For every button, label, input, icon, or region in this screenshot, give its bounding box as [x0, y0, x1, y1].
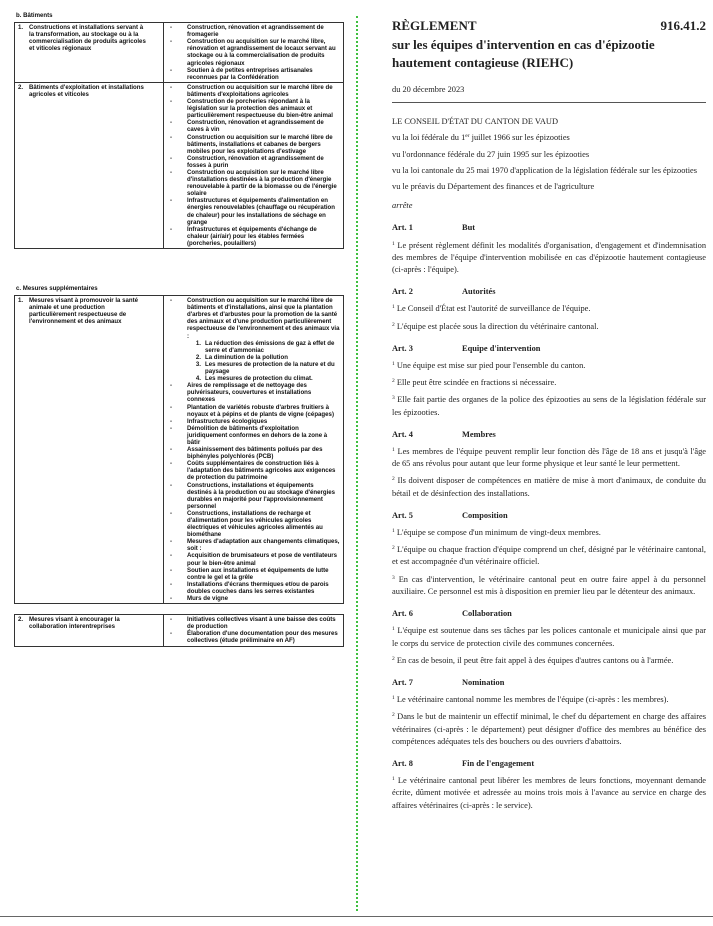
category-number: 1. [18, 24, 24, 32]
category-cell [15, 615, 164, 646]
category-text: Mesures visant à promouvoir la santé animale et une production particulièrement respectueuse de l'environnement et des animaux [29, 297, 139, 326]
category-number: 2. [18, 616, 24, 624]
category-text: Mesures visant à encourager la collaboration interentreprises [29, 616, 120, 631]
article-paragraph [392, 694, 706, 706]
bullet-item [167, 446, 340, 460]
bullet-item [167, 460, 340, 481]
bullet-text: Acquisition de brumisateurs et pose de ventilateurs pour le bien-être animal [187, 552, 338, 567]
bullet-text: Construction, rénovation et agrandissement de caves à vin [187, 119, 324, 134]
table-row [15, 615, 344, 646]
article-paragraph [392, 360, 706, 372]
sub-item [167, 354, 340, 361]
article-title: Collaboration [462, 609, 512, 619]
bullet-item [167, 630, 340, 644]
bullet-text: Infrastructures écologiques [187, 417, 268, 425]
bullet-item [167, 155, 340, 169]
reglement-header [392, 18, 706, 34]
article-title: But [462, 223, 476, 233]
category-number: 2. [18, 83, 24, 91]
paragraph-number: 2 [392, 712, 395, 719]
bullet-dash: - [170, 98, 173, 106]
bullet-text: Infrastructures et équipements d'échange de chaleur (air/air) pour les étables fermées (porcheries, poulaillers) [187, 225, 317, 247]
article-paragraph [392, 394, 706, 418]
section-b-heading: b. Bâtiments [16, 12, 53, 19]
table-row [15, 23, 344, 83]
bullet-text: Construction, rénovation et agrandissement de fromagerie [187, 24, 324, 39]
paragraph-text: Le vétérinaire cantonal nomme les membres de l'équipe (ci-après : les membres). [396, 695, 669, 705]
bullet-dash: - [170, 66, 173, 74]
bullet-text: Aires de remplissage et de nettoyage des pulvérisateurs, couvertures et installations connexes [187, 382, 312, 404]
table-row [15, 296, 344, 604]
article-heading [392, 286, 706, 298]
article-heading [392, 343, 706, 355]
bullet-dash: - [170, 197, 173, 205]
category-text: Bâtiments d'exploitation et installations agricoles et viticoles [29, 83, 144, 98]
page-footer-rule [0, 916, 713, 917]
vu-sup: er [465, 133, 470, 140]
bullet-dash: - [170, 424, 173, 432]
bullet-dash: - [170, 417, 173, 425]
reglement-date: du 20 décembre 2023 [392, 84, 706, 103]
article-number: Art. 3 [392, 343, 413, 353]
bullet-item [167, 169, 340, 197]
article-heading [392, 608, 706, 620]
article-title: Fin de l'engagement [462, 758, 535, 768]
bullet-text: Construction ou acquisition sur le marché libre d'installations destinées à la production d'énergie renouvelable à partir de la biomasse ou de l'énergie solaire [187, 168, 337, 198]
article-number: Art. 1 [392, 223, 413, 233]
bullet-dash: - [170, 616, 173, 624]
bullet-dash: - [170, 154, 173, 162]
bullet-item [167, 226, 340, 247]
bullet-item [167, 482, 340, 510]
reglement-column [392, 18, 706, 817]
article-paragraph [392, 240, 706, 277]
bullet-dash: - [170, 446, 173, 454]
sub-item-number: 1. [195, 339, 201, 347]
column-divider [356, 16, 358, 911]
items-cell [164, 82, 344, 248]
paragraph-number: 1 [392, 776, 395, 783]
section-c-heading: c. Mesures supplémentaires [16, 285, 98, 292]
paragraph-text: Elle peut être scindée en fractions si nécessaire. [396, 378, 557, 388]
sub-item-text: Les mesures de protection du climat. [205, 375, 313, 383]
paragraph-number: 1 [392, 240, 395, 247]
bullet-dash: - [170, 119, 173, 127]
bullet-dash: - [170, 297, 173, 305]
category-number: 1. [18, 297, 24, 305]
paragraph-text: L'équipe est soutenue dans ses tâches par les polices cantonale et municipale ainsi que par le corps du service de protection civile des communes concernées. [392, 626, 706, 648]
article-number: Art. 6 [392, 609, 413, 619]
sub-item-text: La réduction des émissions de gaz à effet de serre et d'ammoniac [205, 339, 335, 354]
items-cell [164, 615, 344, 646]
bullet-text: Soutien aux installations et équipements de lutte contre le gel et la grêle [187, 566, 329, 581]
sub-item [167, 361, 340, 375]
paragraph-text: Elle fait partie des organes de la police des épizooties au sens de la législation fédérale sur les épizooties. [392, 395, 707, 417]
article-paragraph [392, 711, 706, 748]
category-cell [15, 23, 164, 83]
article-title: Membres [462, 429, 496, 439]
paragraph-text: L'équipe ou chaque fraction d'équipe comprend un chef, désigné par le vétérinaire cantonal, et est accompagnée d'un vétérinaire officiel. [392, 545, 706, 567]
bullet-item [167, 119, 340, 133]
article-number: Art. 7 [392, 677, 413, 687]
article-paragraph [392, 377, 706, 389]
bullet-item [167, 552, 340, 566]
article-heading [392, 429, 706, 441]
paragraph-number: 3 [392, 574, 395, 581]
bullet-dash: - [170, 538, 173, 546]
article-paragraph [392, 574, 706, 598]
vu-line: vu la loi cantonale du 25 mai 1970 d'application de la législation fédérale sur les épizooties [392, 165, 698, 175]
bullet-text: Infrastructures et équipements d'alimentation en énergies renouvelables (chauffage ou récupération de chaleur) pour les installations de séchage en grange [187, 197, 335, 226]
sub-item [167, 375, 340, 382]
article-paragraph [392, 303, 706, 315]
articles [392, 222, 706, 811]
bullet-item [167, 84, 340, 98]
paragraph-text: Les membres de l'équipe peuvent remplir leur fonction dès l'âge de 18 ans et jusqu'à l'âge de 65 ans révolus pour autant que leur forme physique et leur santé le leur permettent. [392, 447, 707, 469]
paragraph-number: 1 [392, 626, 395, 633]
sub-item-text: La diminution de la pollution [205, 353, 288, 361]
bullet-item [167, 67, 340, 81]
bullet-item [167, 538, 340, 552]
bullet-dash: - [170, 38, 173, 46]
paragraph-number: 2 [392, 655, 395, 662]
article-heading [392, 758, 706, 770]
bullet-item [167, 98, 340, 119]
bullet-text: Démolition de bâtiments d'exploitation juridiquement conformes en dehors de la zone à bâtir [187, 424, 328, 446]
article-title: Composition [462, 510, 508, 520]
reglement-number: 916.41.2 [660, 18, 706, 33]
paragraph-text: L'équipe est placée sous la direction du vétérinaire cantonal. [396, 321, 599, 331]
bullet-dash: - [170, 630, 173, 638]
sub-item-number: 3. [195, 360, 201, 368]
bullet-dash: - [170, 460, 173, 468]
bullet-dash: - [170, 580, 173, 588]
bullet-dash: - [170, 595, 173, 603]
paragraph-text: En cas de besoin, il peut être fait appel à des équipes d'autres cantons ou à l'armée. [396, 655, 674, 665]
bullet-item [167, 134, 340, 155]
bullet-text: Coûts supplémentaires de construction liés à l'adaptation des bâtiments agricoles aux exigences de protection du patrimoine [187, 460, 336, 482]
arrete-word: arrête [392, 201, 413, 211]
article-paragraph [392, 655, 706, 667]
bullet-item [167, 382, 340, 403]
bullet-text: Mesures d'adaptation aux changements climatiques, soit : [187, 538, 340, 553]
article-title: Autorités [462, 287, 496, 297]
article-heading [392, 677, 706, 689]
vu-text: juillet 1966 sur les épizooties [469, 133, 570, 143]
bullet-text: Plantation de variétés robuste d'arbres fruitiers à noyaux et à pépins et de plants de vigne (cépages) [187, 403, 334, 418]
category-cell [15, 296, 164, 604]
article-title: Equipe d'intervention [462, 343, 541, 353]
bullet-item [167, 38, 340, 66]
paragraph-text: L'équipe se compose d'un minimum de vingt-deux membres. [396, 528, 601, 538]
paragraph-number: 1 [392, 361, 395, 368]
bullet-text: Constructions, installations de recharge et d'alimentation pour les véhicules agricoles électriques et véhicules agricoles alimentés au biométhane [187, 509, 323, 539]
bullet-item [167, 297, 340, 340]
article-paragraph [392, 775, 706, 812]
table-row [15, 82, 344, 248]
reglement-title: RÈGLEMENT [392, 18, 477, 33]
paragraph-text: En cas d'intervention, le vétérinaire cantonal peut en outre faire appel à du personnel auxiliaire. Ce personnel est mis à disposition en premier lieu par le détenteur des animaux. [392, 574, 706, 596]
bullet-item [167, 425, 340, 446]
items-cell [164, 296, 344, 604]
paragraph-number: 1 [392, 695, 395, 702]
bullet-item [167, 567, 340, 581]
bullet-item [167, 197, 340, 225]
bullet-text: Constructions, installations et équipements destinés à la production ou au stockage d'énergies durables en majorité pour l'approvisionnement personnel [187, 481, 336, 510]
sub-item [167, 340, 340, 354]
bullet-dash: - [170, 133, 173, 141]
bullet-item [167, 595, 340, 602]
article-number: Art. 4 [392, 429, 413, 439]
table-mesures [14, 295, 344, 604]
bullet-text: Murs de vigne [187, 595, 228, 603]
article-paragraph [392, 527, 706, 539]
article-title: Nomination [462, 677, 505, 687]
article-number: Art. 5 [392, 510, 413, 520]
bullet-dash: - [170, 481, 173, 489]
category-cell [15, 82, 164, 248]
vu-line [392, 132, 706, 144]
article-heading [392, 510, 706, 522]
bullet-dash: - [170, 168, 173, 176]
sub-item-number: 2. [195, 353, 201, 361]
bullet-dash: - [170, 403, 173, 411]
bullet-text: Construction ou acquisition sur le marché libre de bâtiments, installations et cabanes de bergers mobiles pour les exploitations d'estivage [187, 133, 333, 155]
article-number: Art. 8 [392, 758, 413, 768]
bullet-text: Soutien à de petites entreprises artisanales reconnues par la Confédération [187, 66, 313, 81]
bullet-dash: - [170, 566, 173, 574]
table-collaboration [14, 614, 344, 646]
bullet-text: Construction de porcheries répondant à la législation sur la protection des animaux et particulièrement respectueuse du bien-être animal [187, 98, 333, 120]
category-text: Constructions et installations servant à la transformation, au stockage ou à la commercialisation de produits agricoles et viticoles régionaux [29, 24, 146, 53]
bullet-item [167, 24, 340, 38]
bullet-item [167, 510, 340, 538]
paragraph-text: Dans le but de maintenir un effectif minimal, le chef du département en charge des affaires vétérinaires (ci-après : le département) peut désigner d'office des membres au bénéfice des compétences adéquates tels des bouchers ou des ouvriers d'abattoirs. [392, 712, 706, 746]
bullet-dash: - [170, 509, 173, 517]
bullet-dash: - [170, 552, 173, 560]
paragraph-text: Le présent règlement définit les modalités d'organisation, d'engagement et d'indemnisation des membres de l'équipe d'intervention mobilisée en cas d'épizootie hautement contagieuse (ci-après : l'équipe). [392, 240, 707, 275]
article-paragraph [392, 321, 706, 333]
article-paragraph [392, 446, 706, 470]
bullet-item [167, 616, 340, 630]
paragraph-text: Le Conseil d'État est l'autorité de surveillance de l'équipe. [396, 304, 591, 314]
paragraph-number: 1 [392, 528, 395, 535]
article-paragraph [392, 475, 706, 499]
article-paragraph [392, 544, 706, 568]
sub-item-text: Les mesures de protection de la nature et du paysage [205, 360, 335, 376]
table-batiments [14, 22, 344, 249]
bullet-text: Élaboration d'une documentation pour des mesures collectives (étude préliminaire en AF) [187, 630, 338, 645]
paragraph-number: 1 [392, 304, 395, 311]
bullet-item [167, 581, 340, 595]
paragraph-text: Une équipe est mise sur pied pour l'ensemble du canton. [396, 361, 586, 371]
vu-text: vu la loi fédérale du 1 [392, 133, 466, 143]
article-number: Art. 2 [392, 287, 413, 297]
items-cell [164, 23, 344, 83]
paragraph-text: Le vétérinaire cantonal peut libérer les membres de leurs fonctions, moyennant demande écrite, dûment motivée et adressée au moins trois mois à l'avance au service en charge des affaires vétérinaires (ci-après : le service). [392, 776, 706, 810]
vu-line: vu le préavis du Département des finances et de l'agriculture [392, 182, 595, 192]
paragraph-number: 1 [392, 447, 395, 454]
bullet-item [167, 418, 340, 425]
bullet-text: Construction, rénovation et agrandissement de fosses à purin [187, 154, 324, 169]
bullet-dash: - [170, 24, 173, 32]
paragraph-number: 2 [392, 476, 395, 483]
sub-item-number: 4. [195, 375, 201, 383]
paragraph-number: 2 [392, 378, 395, 385]
paragraph-text: Ils doivent disposer de compétences en matière de mise à mort d'animaux, de conduite du bétail et de désinfection des installations. [392, 476, 706, 498]
bullet-dash: - [170, 225, 173, 233]
reglement-subtitle: sur les équipes d'intervention en cas d'épizootie hautement contagieuse (RIEHC) [392, 37, 655, 70]
paragraph-number: 3 [392, 395, 395, 402]
vu-line: vu l'ordonnance fédérale du 27 juin 1995 sur les épizooties [392, 149, 590, 159]
paragraph-number: 2 [392, 545, 395, 552]
bullet-text: Initiatives collectives visant à une baisse des coûts de production [187, 616, 336, 631]
bullet-dash: - [170, 382, 173, 390]
conseil-heading: LE CONSEIL D'ÉTAT DU CANTON DE VAUD [392, 117, 559, 127]
article-heading [392, 222, 706, 234]
article-paragraph [392, 625, 706, 649]
bullet-text: Installations d'écrans thermiques et/ou de parois doubles couches dans les serres existantes [187, 580, 329, 595]
paragraph-number: 2 [392, 321, 395, 328]
annex-tables [14, 12, 344, 647]
bullet-text: Construction ou acquisition sur le marché libre de bâtiments d'exploitations agricoles [187, 83, 333, 98]
bullet-text: Assainissement des bâtiments pollués par des biphényles polychlorés (PCB) [187, 446, 323, 461]
bullet-text: Construction ou acquisition sur le marché libre, rénovation et agrandissement de locaux servant au stockage ou à la commercialisation de produits agricoles régionaux [187, 38, 336, 67]
bullet-text: Construction ou acquisition sur le marché libre de bâtiments et d'installations, ainsi que la plantation d'arbres et d'arbustes pour la promotion de la santé des animaux et d'une production particulièrement respectueuse de l'environnement et des animaux via : [187, 297, 340, 340]
bullet-item [167, 404, 340, 418]
bullet-dash: - [170, 83, 173, 91]
